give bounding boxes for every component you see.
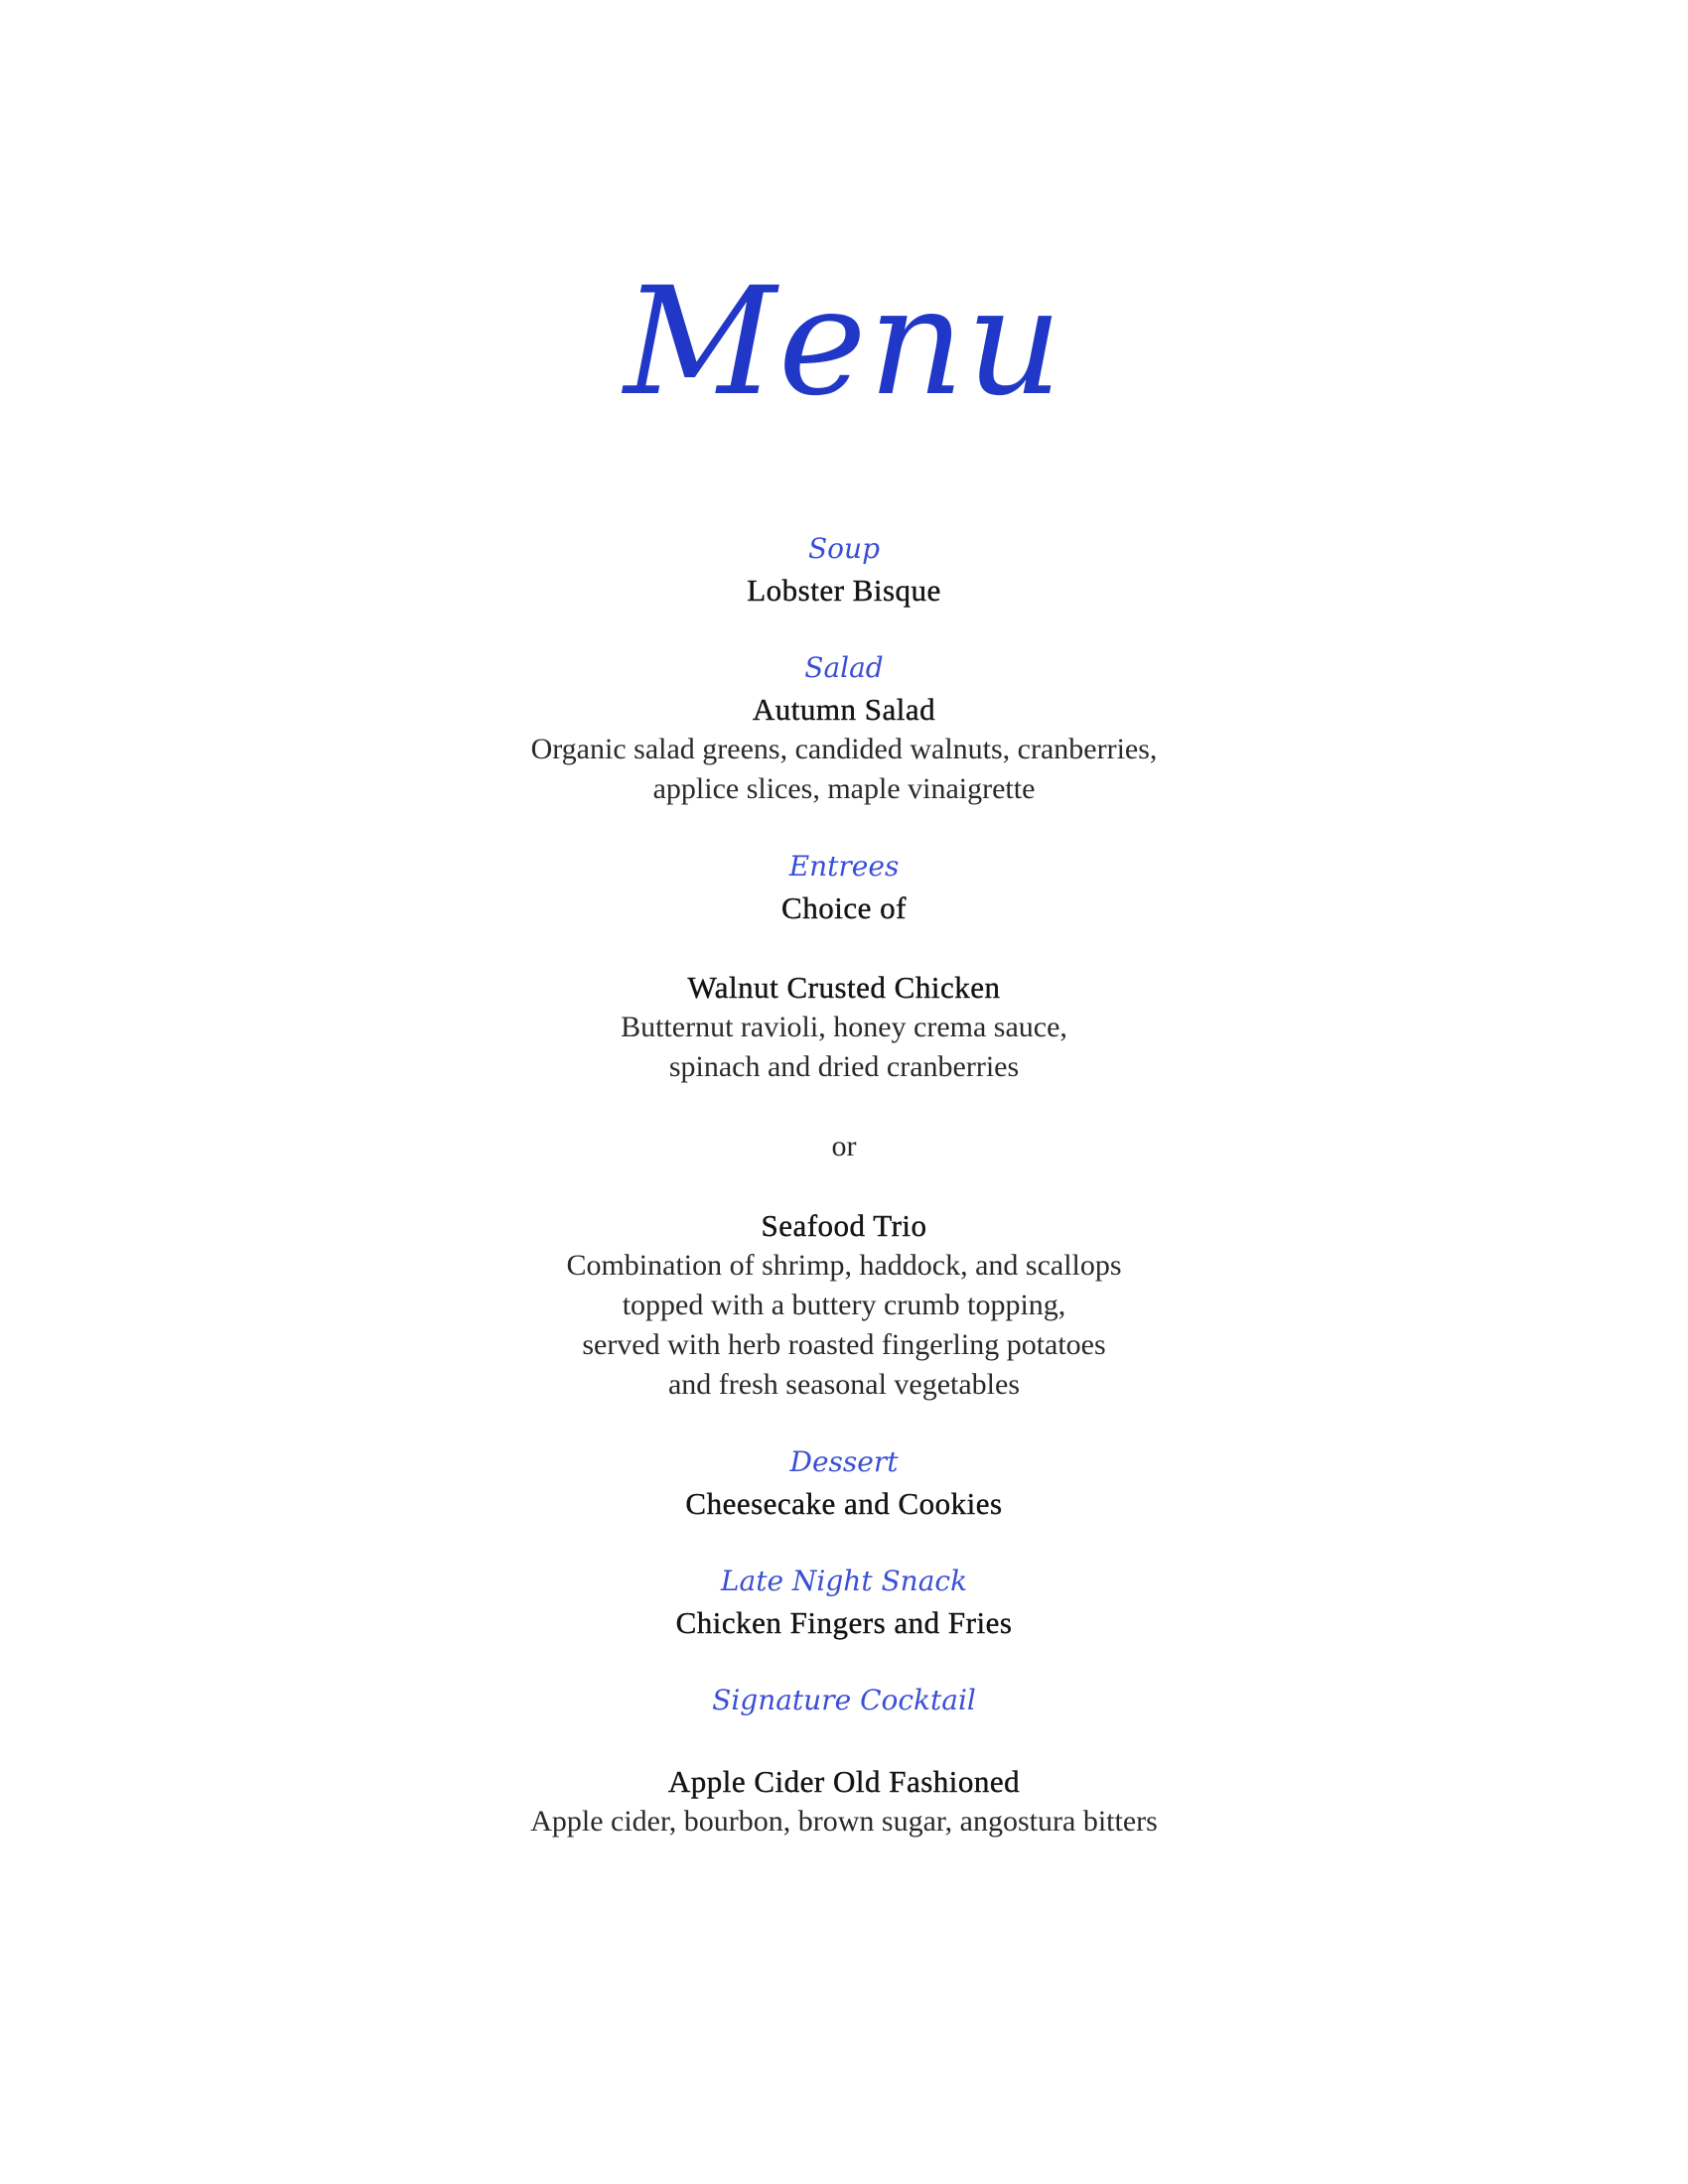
dish-chicken-fingers-and-fries: Chicken Fingers and Fries xyxy=(675,1605,1013,1640)
cocktail-description-line-1: Apple cider, bourbon, brown sugar, angostura bitters xyxy=(530,1805,1158,1838)
entrees-intro: Choice of xyxy=(781,890,907,925)
dish-walnut-crusted-chicken: Walnut Crusted Chicken xyxy=(687,970,1001,1005)
chicken-description-line-1: Butternut ravioli, honey crema sauce, xyxy=(621,1011,1067,1043)
seafood-description-line-2: topped with a buttery crumb topping, xyxy=(622,1289,1066,1321)
dish-seafood-trio: Seafood Trio xyxy=(761,1208,927,1243)
chicken-description-line-2: spinach and dried cranberries xyxy=(668,1050,1020,1083)
dish-cheesecake-and-cookies: Cheesecake and Cookies xyxy=(685,1486,1003,1521)
category-salad: Salad xyxy=(804,651,884,684)
salad-description-line-1: Organic salad greens, candided walnuts, cranberries, xyxy=(530,733,1158,765)
seafood-description-line-1: Combination of shrimp, haddock, and scallops xyxy=(566,1249,1122,1282)
dish-apple-cider-old-fashioned: Apple Cider Old Fashioned xyxy=(667,1764,1021,1799)
category-late-night-snack: Late Night Snack xyxy=(720,1565,968,1597)
dish-autumn-salad: Autumn Salad xyxy=(752,692,936,727)
seafood-description-line-3: served with herb roasted fingerling potatoes xyxy=(582,1328,1106,1361)
salad-description-line-2: applice slices, maple vinaigrette xyxy=(652,772,1036,805)
menu-title: Menu xyxy=(624,256,1064,429)
category-entrees: Entrees xyxy=(788,850,900,883)
entree-separator: or xyxy=(831,1130,857,1162)
category-signature-cocktail: Signature Cocktail xyxy=(712,1684,976,1716)
dish-lobster-bisque: Lobster Bisque xyxy=(747,573,941,608)
category-dessert: Dessert xyxy=(789,1445,899,1478)
seafood-description-line-4: and fresh seasonal vegetables xyxy=(667,1368,1021,1401)
category-soup: Soup xyxy=(808,532,880,565)
